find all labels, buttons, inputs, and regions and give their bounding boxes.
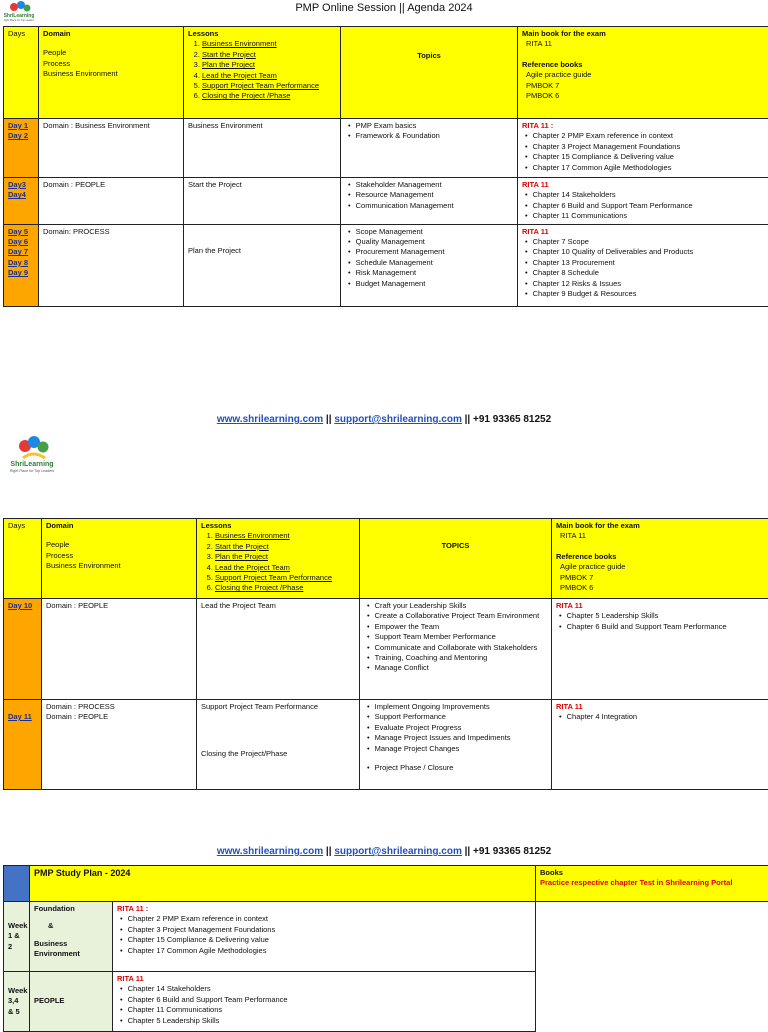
chapter-item: • Chapter 17 Common Agile Methodologies — [129, 946, 531, 956]
phone-number: +91 93365 81252 — [473, 414, 551, 425]
refbooks-title: Reference books — [522, 60, 764, 70]
footer-separator: || — [323, 846, 334, 857]
list-item: People — [43, 48, 179, 58]
lessons-header — [197, 519, 360, 599]
lesson-cell — [184, 178, 341, 225]
domain-name: Domain : Business Environment — [43, 121, 179, 131]
topic-item: • Communication Management — [357, 201, 513, 211]
chapter-list — [522, 131, 764, 173]
study-domain-name: Foundation — [34, 904, 108, 914]
list-item: PMBOK 6 — [526, 91, 764, 101]
list-item: 6. Closing the Project /Phase — [202, 91, 336, 101]
domain-cell — [39, 119, 184, 178]
agenda-row — [4, 700, 768, 790]
list-item: Agile practice guide — [560, 562, 764, 572]
study-plan-title: PMP Study Plan - 2024 — [30, 866, 536, 902]
shrilearning-logo — [4, 0, 34, 22]
chapter-list — [117, 914, 531, 956]
refbooks-list — [556, 562, 764, 593]
topic-list — [345, 227, 513, 289]
rita-label: RITA 11 — [556, 601, 764, 611]
lesson-name: Business Environment — [188, 121, 336, 131]
lesson-name: Start the Project — [188, 180, 336, 190]
domain-cell — [39, 178, 184, 225]
agenda-table-1 — [3, 26, 768, 307]
days-cell — [4, 224, 39, 306]
topics-header: Topics — [341, 27, 518, 119]
day-label: Day 1 — [8, 121, 34, 131]
topic-item: • Manage Project Changes — [376, 744, 547, 754]
topic-item: • Stakeholder Management — [357, 180, 513, 190]
email-link[interactable]: support@shrilearning.com — [334, 846, 462, 857]
domain-name: Domain: PROCESS — [43, 227, 179, 237]
study-domain-cell — [30, 972, 113, 1032]
logo-name: ShriLearning — [4, 13, 34, 19]
contact-footer-2 — [0, 846, 768, 857]
week-cell: Week 3,4 & 5 — [4, 972, 30, 1032]
chapters-cell — [552, 599, 768, 700]
chapter-item: • Chapter 2 PMP Exam reference in context — [129, 914, 531, 924]
chapter-list — [117, 984, 531, 1026]
mainbook-name: RITA 11 — [522, 39, 764, 49]
domain-cell — [42, 599, 197, 700]
topic-item: • Support Performance — [376, 712, 547, 722]
chapter-item: • Chapter 15 Compliance & Delivering value — [534, 152, 764, 162]
rita-label: RITA 11 — [117, 974, 531, 984]
topic-item: • Training, Coaching and Mentoring — [376, 653, 547, 663]
list-item: PMBOK 7 — [560, 573, 764, 583]
chapter-item: • Chapter 3 Project Management Foundations — [129, 925, 531, 935]
chapter-item: • Chapter 14 Stakeholders — [129, 984, 531, 994]
list-item: PMBOK 6 — [560, 583, 764, 593]
chapter-item: • Chapter 7 Scope — [534, 237, 764, 247]
topics-cell — [341, 224, 518, 306]
lessons-list — [201, 531, 355, 593]
domain-list — [43, 48, 179, 79]
mainbook-title: Main book for the exam — [522, 29, 764, 39]
chapter-item: • Chapter 11 Communications — [129, 1005, 531, 1015]
topic-item: • Procurement Management — [357, 247, 513, 257]
chapter-item: • Chapter 14 Stakeholders — [534, 190, 764, 200]
list-item: 2. Start the Project — [202, 50, 336, 60]
study-chapters-cell — [113, 972, 536, 1032]
study-plan-table — [3, 865, 768, 1032]
domain-name: Domain : PEOPLE — [46, 601, 192, 611]
chapter-item: • Chapter 4 Integration — [568, 712, 764, 722]
list-item: Process — [46, 551, 192, 561]
refbooks-list — [522, 70, 764, 101]
lessons-header — [184, 27, 341, 119]
chapter-item: • Chapter 11 Communications — [534, 211, 764, 221]
topic-item: • Manage Conflict — [376, 663, 547, 673]
day-label: Day4 — [8, 190, 34, 200]
topics-cell — [360, 599, 552, 700]
chapter-list — [556, 712, 764, 722]
topics-cell — [360, 700, 552, 790]
topic-item: • Scope Management — [357, 227, 513, 237]
chapters-cell — [518, 119, 768, 178]
lessons-title: Lessons — [188, 29, 336, 39]
domain-title: Domain — [43, 29, 179, 39]
agenda-row — [4, 599, 768, 700]
page-title: PMP Online Session || Agenda 2024 — [0, 2, 768, 14]
chapter-item: • Chapter 2 PMP Exam reference in context — [534, 131, 764, 141]
chapter-item: • Chapter 12 Risks & Issues — [534, 279, 764, 289]
domain-name: Domain : PEOPLE — [43, 180, 179, 190]
chapter-item: • Chapter 9 Budget & Resources — [534, 289, 764, 299]
lesson-cell — [184, 119, 341, 178]
mainbook-header — [552, 519, 768, 599]
logo-name: ShriLearning — [10, 461, 53, 468]
lesson-name: Closing the Project/Phase — [201, 749, 355, 759]
rita-label: RITA 11 — [522, 227, 764, 237]
lesson-cell — [197, 599, 360, 700]
books-title: Books — [540, 868, 764, 878]
lesson-name: Plan the Project — [188, 246, 336, 256]
chapter-item: • Chapter 10 Quality of Deliverables and Products — [534, 247, 764, 257]
agenda-table-2 — [3, 518, 768, 790]
chapter-list — [522, 237, 764, 299]
chapter-item: • Chapter 3 Project Management Foundations — [534, 142, 764, 152]
chapter-item: • Chapter 13 Procurement — [534, 258, 764, 268]
mainbook-header — [518, 27, 768, 119]
topic-item: • Empower the Team — [376, 622, 547, 632]
agenda-row — [4, 178, 768, 225]
lesson-name: Support Project Team Performance — [201, 702, 355, 712]
topic-item: • PMP Exam basics — [357, 121, 513, 131]
days-header: Days — [4, 27, 39, 119]
list-item: People — [46, 540, 192, 550]
list-item: 3. Plan the Project — [215, 552, 355, 562]
list-item: Agile practice guide — [526, 70, 764, 80]
days-header: Days — [4, 519, 42, 599]
study-domain-name: & — [34, 921, 108, 931]
day-label: Day 5 — [8, 227, 34, 237]
topic-list — [345, 180, 513, 211]
list-item: 3. Plan the Project — [202, 60, 336, 70]
topic-item: • Communicate and Collaborate with Stakeholders — [376, 643, 547, 653]
study-chapters-cell — [113, 902, 536, 972]
chapter-item: • Chapter 6 Build and Support Team Performance — [534, 201, 764, 211]
mainbook-name: RITA 11 — [556, 531, 764, 541]
domain-header — [39, 27, 184, 119]
footer-separator: || — [323, 414, 334, 425]
footer-separator: || — [462, 846, 473, 857]
topic-list — [364, 702, 547, 754]
day-label: Day 10 — [8, 601, 37, 611]
topic-item: • Evaluate Project Progress — [376, 723, 547, 733]
topic-item: • Risk Management — [357, 268, 513, 278]
agenda-row — [4, 119, 768, 178]
days-cell — [4, 700, 42, 790]
topic-item: • Project Phase / Closure — [376, 763, 547, 773]
agenda-header-row-2 — [4, 519, 768, 599]
study-plan-side-bar — [4, 866, 30, 902]
rita-label: RITA 11 — [556, 702, 764, 712]
chapter-item: • Chapter 6 Build and Support Team Performance — [129, 995, 531, 1005]
footer-separator: || — [462, 414, 473, 425]
list-item: Process — [43, 59, 179, 69]
study-domain-name: PEOPLE — [34, 996, 108, 1006]
domain-name: Domain : PROCESS — [46, 702, 192, 712]
study-plan-row — [4, 972, 768, 1032]
topics-cell — [341, 119, 518, 178]
topic-item: • Create a Collaborative Project Team Environment — [376, 611, 547, 621]
rita-label: RITA 11 : — [117, 904, 531, 914]
chapter-item: • Chapter 8 Schedule — [534, 268, 764, 278]
chapters-cell — [552, 700, 768, 790]
list-item: 5. Support Project Team Performance — [202, 81, 336, 91]
topics-header: TOPICS — [360, 519, 552, 599]
day-label: Day 11 — [8, 712, 37, 722]
mainbook-title: Main book for the exam — [556, 521, 764, 531]
website-link[interactable]: www.shrilearning.com — [217, 846, 323, 857]
chapter-item: • Chapter 15 Compliance & Delivering value — [129, 935, 531, 945]
contact-footer-1 — [0, 414, 768, 425]
days-cell — [4, 119, 39, 178]
refbooks-title: Reference books — [556, 552, 764, 562]
list-item: 2. Start the Project — [215, 542, 355, 552]
chapter-list — [556, 611, 764, 632]
chapter-item: • Chapter 5 Leadership Skills — [129, 1016, 531, 1026]
list-item: 4. Lead the Project Team — [202, 71, 336, 81]
list-item: PMBOK 7 — [526, 81, 764, 91]
chapters-cell — [518, 224, 768, 306]
domain-title: Domain — [46, 521, 192, 531]
email-link[interactable]: support@shrilearning.com — [334, 414, 462, 425]
study-domain-name: Business Environment — [34, 939, 108, 960]
day-label: Day 2 — [8, 131, 34, 141]
study-plan-header — [4, 866, 768, 902]
study-plan-row — [4, 902, 768, 972]
domain-header — [42, 519, 197, 599]
lesson-cell — [184, 224, 341, 306]
topic-item: • Quality Management — [357, 237, 513, 247]
days-cell — [4, 178, 39, 225]
domain-list — [46, 540, 192, 571]
domain-name: Domain : PEOPLE — [46, 712, 192, 722]
lesson-cell — [197, 700, 360, 790]
day-label: Day 6 — [8, 237, 34, 247]
topic-item: • Resource Management — [357, 190, 513, 200]
domain-cell — [39, 224, 184, 306]
rita-label: RITA 11 — [522, 180, 764, 190]
books-header — [536, 866, 768, 902]
shrilearning-logo-2 — [5, 434, 60, 476]
list-item: 6. Closing the Project /Phase — [215, 583, 355, 593]
day-label: Day3 — [8, 180, 34, 190]
days-cell — [4, 599, 42, 700]
agenda-row — [4, 224, 768, 306]
chapter-item: • Chapter 5 Leadership Skills — [568, 611, 764, 621]
topic-item: • Schedule Management — [357, 258, 513, 268]
list-item: Business Environment — [46, 561, 192, 571]
chapters-cell — [518, 178, 768, 225]
lesson-name: Lead the Project Team — [201, 601, 355, 611]
week-cell: Week 1 & 2 — [4, 902, 30, 972]
lessons-title: Lessons — [201, 521, 355, 531]
domain-cell — [42, 700, 197, 790]
day-label: Day 9 — [8, 268, 34, 278]
day-label: Day 8 — [8, 258, 34, 268]
logo-tagline: Right Place for Top Leaders — [10, 469, 54, 473]
topic-item: • Budget Management — [357, 279, 513, 289]
agenda-header-row — [4, 27, 768, 119]
study-domain-cell — [30, 902, 113, 972]
list-item: 1. Business Environment — [202, 39, 336, 49]
topics-cell — [341, 178, 518, 225]
logo-tagline: Right Place for Top Leaders — [4, 18, 34, 22]
topic-list — [364, 763, 547, 773]
phone-number: +91 93365 81252 — [473, 846, 551, 857]
topic-list — [364, 601, 547, 674]
list-item: 4. Lead the Project Team — [215, 563, 355, 573]
list-item: 1. Business Environment — [215, 531, 355, 541]
topic-item: • Support Team Member Performance — [376, 632, 547, 642]
topic-list — [345, 121, 513, 142]
topic-item: • Manage Project Issues and Impediments — [376, 733, 547, 743]
topic-item: • Craft your Leadership Skills — [376, 601, 547, 611]
books-note: Practice respective chapter Test in Shrilearning Portal — [540, 878, 764, 888]
chapter-list — [522, 190, 764, 221]
topic-item: • Implement Ongoing Improvements — [376, 702, 547, 712]
chapter-item: • Chapter 17 Common Agile Methodologies — [534, 163, 764, 173]
lessons-list — [188, 39, 336, 101]
website-link[interactable]: www.shrilearning.com — [217, 414, 323, 425]
list-item: Business Environment — [43, 69, 179, 79]
rita-label: RITA 11 : — [522, 121, 764, 131]
chapter-item: • Chapter 6 Build and Support Team Performance — [568, 622, 764, 632]
topic-item: • Framework & Foundation — [357, 131, 513, 141]
day-label: Day 7 — [8, 247, 34, 257]
list-item: 5. Support Project Team Performance — [215, 573, 355, 583]
